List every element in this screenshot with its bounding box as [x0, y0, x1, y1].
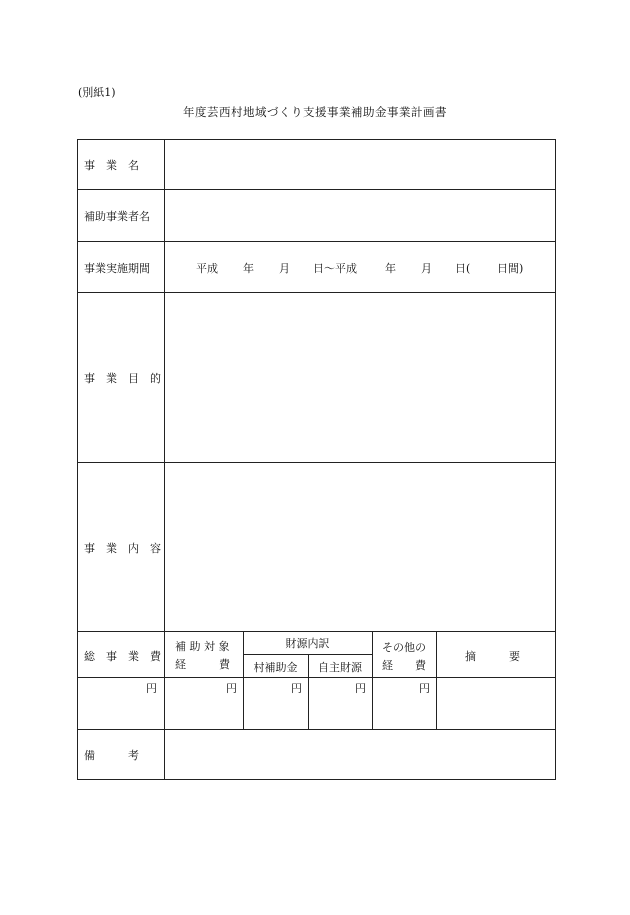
period-month-start: 月 — [279, 262, 290, 275]
row-divider — [77, 462, 556, 463]
period-year-end: 年 — [385, 262, 396, 275]
breakdown-label: 財源内訳 — [285, 637, 330, 650]
annex-label: (別紙1) — [78, 86, 116, 99]
total-cost-label: 総 事 業 費 — [84, 650, 161, 663]
yen-unit: 円 — [226, 682, 237, 695]
village-subsidy-label: 村補助金 — [253, 661, 298, 674]
yen-unit: 円 — [419, 682, 430, 695]
row-divider — [77, 292, 556, 293]
own-funds-label: 自主財源 — [318, 661, 362, 674]
label-column-divider — [164, 139, 165, 780]
period-day-end: 日( — [455, 262, 471, 275]
other-cost-label-2: 経 費 — [382, 659, 426, 672]
row-divider — [77, 241, 556, 242]
row-divider — [77, 189, 556, 190]
period-label: 事業実施期間 — [84, 262, 150, 275]
row-divider — [77, 677, 556, 678]
row-divider — [77, 631, 556, 632]
content-label: 事 業 内 容 — [84, 542, 161, 555]
eligible-cost-label-2: 経 費 — [175, 658, 230, 671]
row-divider — [77, 729, 556, 730]
period-year-start: 年 — [243, 262, 254, 275]
page-title: 年度芸西村地域づくり支援事業補助金事業計画書 — [183, 105, 447, 119]
yen-unit: 円 — [355, 682, 366, 695]
period-era-start: 平成 — [196, 262, 218, 275]
yen-unit: 円 — [291, 682, 302, 695]
cost-column-divider — [436, 631, 437, 729]
summary-label: 摘 要 — [465, 650, 520, 663]
other-cost-label-1: その他の — [382, 641, 426, 654]
eligible-cost-label-1: 補 助 対 象 — [175, 640, 230, 653]
project-name-label: 事 業 名 — [84, 159, 139, 172]
cost-column-divider — [372, 631, 373, 729]
period-month-end: 月 — [421, 262, 432, 275]
period-days: 日間) — [497, 262, 524, 275]
yen-unit: 円 — [146, 682, 157, 695]
remarks-label: 備 考 — [84, 749, 139, 762]
operator-name-label: 補助事業者名 — [84, 210, 150, 223]
period-day-start: 日～平成 — [313, 262, 357, 275]
purpose-label: 事 業 目 的 — [84, 372, 161, 385]
